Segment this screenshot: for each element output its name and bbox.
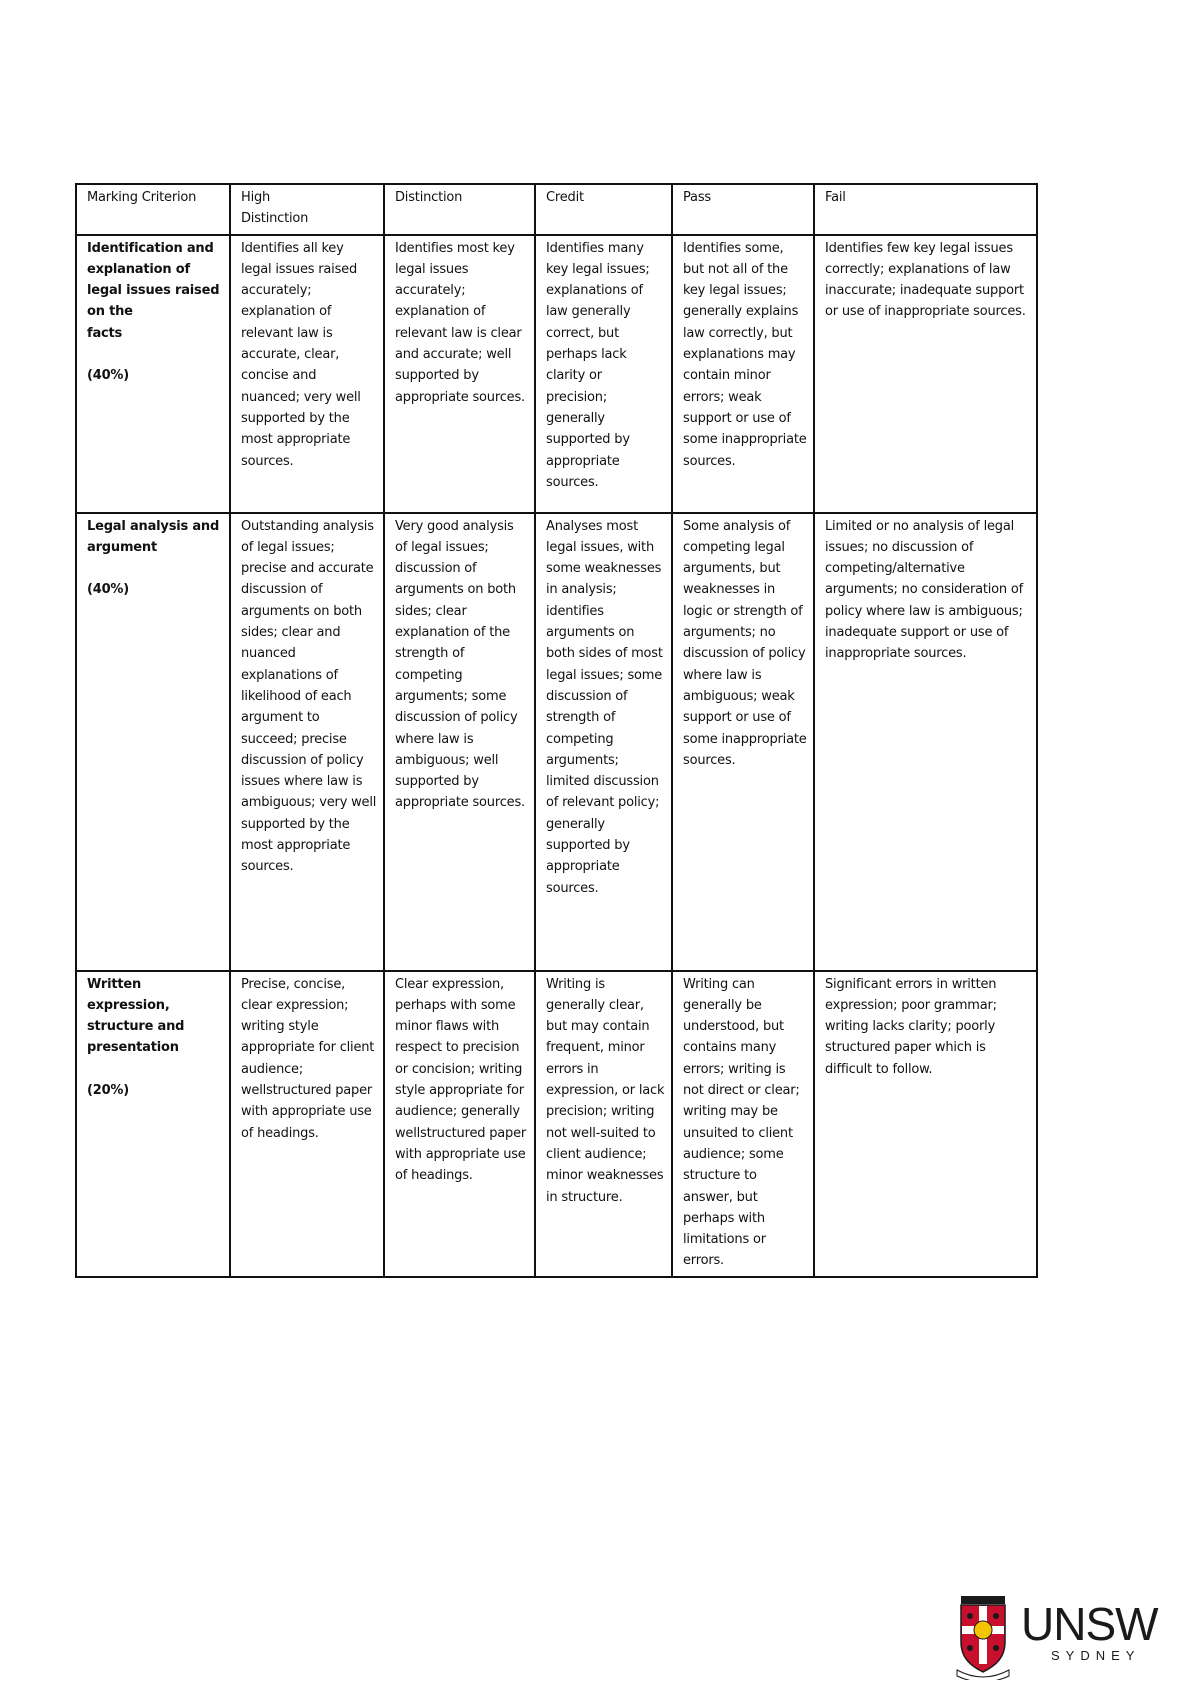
header-high-distinction: High Distinction	[230, 184, 384, 235]
fail-cell: Limited or no analysis of legal issues; no discussion of competing/alternative arguments; no consideration of policy where law is ambiguous; inadequate support or use of inappropriate sources.	[814, 513, 1037, 971]
unsw-wordmark: UNSW	[1021, 1598, 1158, 1650]
criterion-weight: (40%)	[87, 368, 129, 384]
criterion-cell: Legal analysis and argument (40%)	[76, 513, 230, 971]
pass-cell: Identifies some, but not all of the key legal issues; generally explains law correctly, but explanations may contain minor errors; weak support or use of some inappropriate sources.	[672, 235, 814, 513]
table-row	[76, 513, 1037, 971]
header-pass: Pass	[672, 184, 814, 235]
credit-cell: Analyses most legal issues, with some weaknesses in analysis; identifies arguments on both sides of most legal issues; some discussion of strength of competing arguments; limited discussion of relevant policy; generally supported by appropriate sources.	[535, 513, 672, 971]
fail-cell: Identifies few key legal issues correctly; explanations of law inaccurate; inadequate support or use of inappropriate sources.	[814, 235, 1037, 513]
header-credit: Credit	[535, 184, 672, 235]
hd-cell: Precise, concise, clear expression; writing style appropriate for client audience; wellstructured paper with appropriate use of headings.	[230, 971, 384, 1277]
pass-cell: Some analysis of competing legal arguments, but weaknesses in logic or strength of arguments; no discussion of policy where law is ambiguous; weak support or use of some inappropriate sources.	[672, 513, 814, 971]
criterion-weight: (20%)	[87, 1082, 129, 1098]
credit-cell: Writing is generally clear, but may contain frequent, minor errors in expression, or lack precision; writing not well-suited to client audience; minor weaknesses in structure.	[535, 971, 672, 1277]
distinction-cell: Clear expression, perhaps with some minor flaws with respect to precision or concision; writing style appropriate for audience; generally wellstructured paper with appropriate use of headings.	[384, 971, 535, 1277]
table-row	[76, 235, 1037, 513]
header-fail: Fail	[814, 184, 1037, 235]
marking-rubric-table	[75, 183, 1038, 1278]
fail-cell: Significant errors in written expression; poor grammar; writing lacks clarity; poorly structured paper which is difficult to follow.	[814, 971, 1037, 1277]
hd-cell: Identifies all key legal issues raised accurately; explanation of relevant law is accurate, clear, concise and nuanced; very well supported by the most appropriate sources.	[230, 235, 384, 513]
table-row	[76, 971, 1037, 1277]
sydney-wordmark: SYDNEY	[1051, 1648, 1141, 1663]
header-marking-criterion: Marking Criterion	[76, 184, 230, 235]
unsw-logo	[955, 1596, 1160, 1680]
header-distinction: Distinction	[384, 184, 535, 235]
distinction-cell: Identifies most key legal issues accurately; explanation of relevant law is clear and accurate; well supported by appropriate sources.	[384, 235, 535, 513]
credit-cell: Identifies many key legal issues; explanations of law generally correct, but perhaps lack clarity or precision; generally supported by appropriate sources.	[535, 235, 672, 513]
table-header-row	[76, 184, 1037, 235]
pass-cell: Writing can generally be understood, but contains many errors; writing is not direct or clear; writing may be unsuited to client audience; some structure to answer, but perhaps with limitations or errors.	[672, 971, 814, 1277]
criterion-weight: (40%)	[87, 582, 129, 598]
criterion-cell: Written expression, structure and presentation (20%)	[76, 971, 230, 1277]
hd-cell: Outstanding analysis of legal issues; precise and accurate discussion of arguments on both sides; clear and nuanced explanations of likelihood of each argument to succeed; precise discussion of policy issues where law is ambiguous; very well supported by the most appropriate sources.	[230, 513, 384, 971]
distinction-cell: Very good analysis of legal issues; discussion of arguments on both sides; clear explanation of the strength of competing arguments; some discussion of policy where law is ambiguous; well supported by appropriate sources.	[384, 513, 535, 971]
criterion-cell: Identification and explanation of legal issues raised on the facts (40%)	[76, 235, 230, 513]
unsw-crest-icon	[955, 1596, 1011, 1680]
